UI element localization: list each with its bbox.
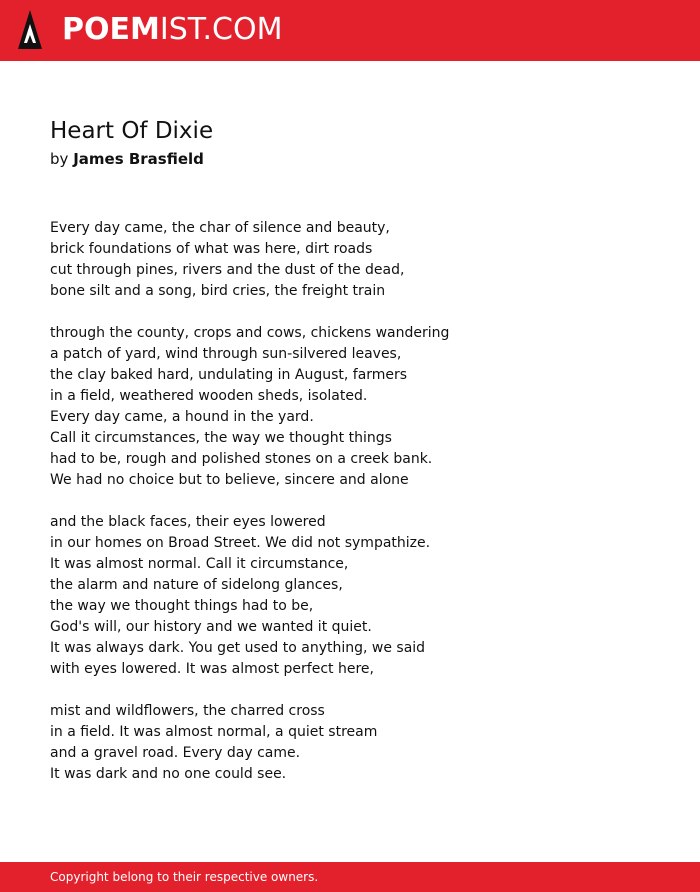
- poem-line: through the county, crops and cows, chickens wandering: [50, 325, 450, 341]
- poem-stanza: [50, 701, 670, 785]
- poem-line: the clay baked hard, undulating in August, farmers: [50, 367, 408, 383]
- poem-stanza: [50, 512, 670, 680]
- poem-line: Every day came, a hound in the yard.: [50, 409, 314, 425]
- pencil-icon[interactable]: [17, 9, 43, 51]
- poem-line: mist and wildflowers, the charred cross: [50, 703, 325, 719]
- poem-line: Call it circumstances, the way we thought things: [50, 430, 392, 446]
- poem-line: with eyes lowered. It was almost perfect here,: [50, 661, 374, 677]
- poem-line: in our homes on Broad Street. We did not sympathize.: [50, 535, 431, 551]
- poem-line: We had no choice but to believe, sincere and alone: [50, 472, 409, 488]
- poem-line: and the black faces, their eyes lowered: [50, 514, 326, 530]
- poem-body: [50, 218, 670, 806]
- poem-line: in a field. It was almost normal, a quiet stream: [50, 724, 378, 740]
- poem-line: It was almost normal. Call it circumstance,: [50, 556, 349, 572]
- poem-title: Heart Of Dixie: [50, 118, 214, 144]
- logo-light-text: IST.COM: [159, 12, 283, 47]
- poem-stanza: [50, 218, 670, 302]
- poem-line: brick foundations of what was here, dirt roads: [50, 241, 373, 257]
- poem-line: the alarm and nature of sidelong glances,: [50, 577, 343, 593]
- site-header: [0, 0, 700, 61]
- logo-bold-text: POEM: [62, 12, 160, 47]
- by-label: by: [50, 150, 69, 168]
- poem-line: God's will, our history and we wanted it quiet.: [50, 619, 372, 635]
- poem-line: the way we thought things had to be,: [50, 598, 314, 614]
- poem-line: a patch of yard, wind through sun-silvered leaves,: [50, 346, 402, 362]
- poem-line: in a field, weathered wooden sheds, isolated.: [50, 388, 368, 404]
- site-logo[interactable]: [62, 12, 282, 48]
- poem-line: and a gravel road. Every day came.: [50, 745, 301, 761]
- poem-line: cut through pines, rivers and the dust of the dead,: [50, 262, 405, 278]
- site-footer: [0, 862, 700, 892]
- poem-line: had to be, rough and polished stones on a creek bank.: [50, 451, 433, 467]
- copyright-notice: Copyright belong to their respective owners.: [50, 870, 319, 884]
- poem-author: James Brasfield: [73, 150, 204, 168]
- poem-line: It was always dark. You get used to anything, we said: [50, 640, 426, 656]
- poem-byline: [50, 148, 204, 170]
- poem-stanza: [50, 323, 670, 491]
- poem-line: Every day came, the char of silence and beauty,: [50, 220, 390, 236]
- poem-line: bone silt and a song, bird cries, the freight train: [50, 283, 386, 299]
- poem-line: It was dark and no one could see.: [50, 766, 287, 782]
